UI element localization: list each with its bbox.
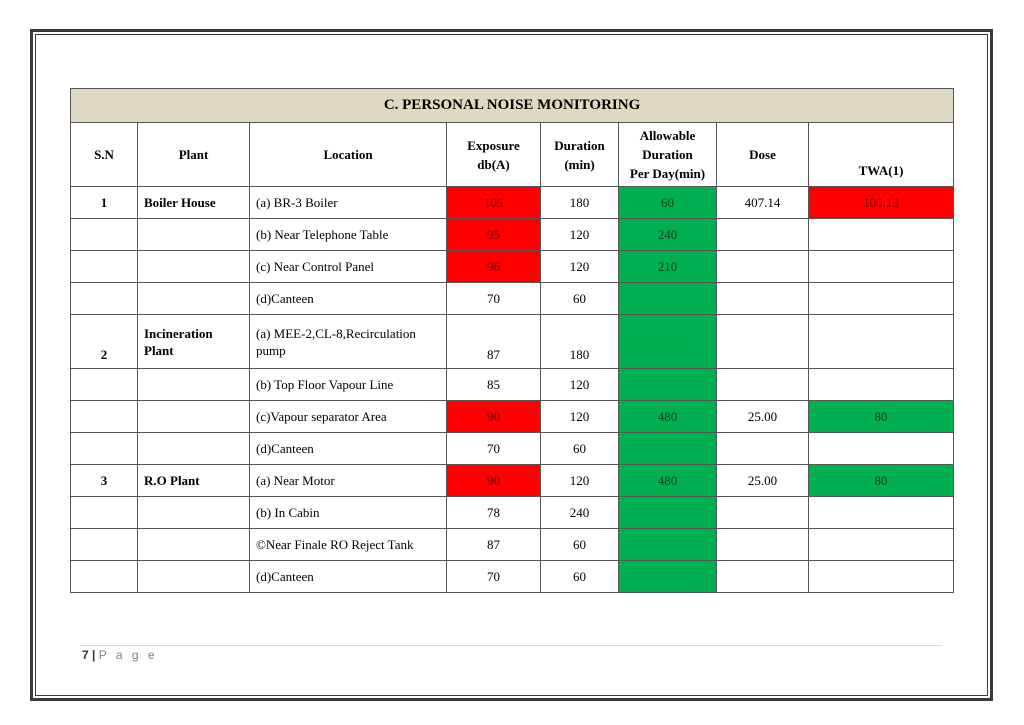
cell-sn xyxy=(71,283,138,315)
header-exposure xyxy=(447,123,541,187)
table-title-row xyxy=(71,89,954,123)
cell-plant xyxy=(138,433,250,465)
cell-dose xyxy=(717,315,809,369)
cell-duration: 120 xyxy=(541,251,619,283)
cell-twa: 80 xyxy=(809,465,954,497)
cell-dose xyxy=(717,497,809,529)
cell-plant xyxy=(138,561,250,593)
table-header-row xyxy=(71,123,954,187)
header-duration xyxy=(541,123,619,187)
cell-location: (a) MEE-2,CL-8,Recirculation pump xyxy=(250,315,447,369)
table-title: C. PERSONAL NOISE MONITORING xyxy=(71,89,954,123)
cell-sn: 3 xyxy=(71,465,138,497)
cell-plant: Incineration Plant xyxy=(138,315,250,369)
cell-exposure: 95 xyxy=(447,219,541,251)
cell-location: (d)Canteen xyxy=(250,283,447,315)
cell-twa xyxy=(809,369,954,401)
cell-location: ©Near Finale RO Reject Tank xyxy=(250,529,447,561)
header-allowable-line2: Duration xyxy=(642,147,693,162)
page-label: P a g e xyxy=(98,648,158,662)
cell-twa xyxy=(809,251,954,283)
cell-sn xyxy=(71,401,138,433)
table-row xyxy=(71,219,954,251)
cell-twa: 100.13 xyxy=(809,187,954,219)
table-row xyxy=(71,401,954,433)
cell-location: (d)Canteen xyxy=(250,433,447,465)
cell-location: (b) In Cabin xyxy=(250,497,447,529)
table-row xyxy=(71,497,954,529)
cell-dose xyxy=(717,433,809,465)
cell-location: (a) BR-3 Boiler xyxy=(250,187,447,219)
cell-duration: 240 xyxy=(541,497,619,529)
cell-plant xyxy=(138,497,250,529)
cell-dose xyxy=(717,283,809,315)
cell-dose xyxy=(717,561,809,593)
cell-allowable xyxy=(619,497,717,529)
cell-plant xyxy=(138,219,250,251)
cell-sn xyxy=(71,369,138,401)
cell-sn xyxy=(71,219,138,251)
cell-twa xyxy=(809,529,954,561)
cell-twa xyxy=(809,315,954,369)
cell-duration: 120 xyxy=(541,401,619,433)
table-row xyxy=(71,187,954,219)
cell-allowable xyxy=(619,369,717,401)
cell-duration: 60 xyxy=(541,529,619,561)
cell-duration: 120 xyxy=(541,219,619,251)
cell-duration: 180 xyxy=(541,315,619,369)
cell-twa xyxy=(809,283,954,315)
cell-location: (a) Near Motor xyxy=(250,465,447,497)
header-exposure-line2: db(A) xyxy=(477,156,510,172)
cell-twa: 80 xyxy=(809,401,954,433)
table-row xyxy=(71,251,954,283)
cell-exposure: 70 xyxy=(447,283,541,315)
table-row xyxy=(71,369,954,401)
cell-allowable: 480 xyxy=(619,465,717,497)
cell-sn xyxy=(71,529,138,561)
cell-exposure: 90 xyxy=(447,465,541,497)
header-sn: S.N xyxy=(71,123,138,187)
table-row xyxy=(71,465,954,497)
cell-sn: 2 xyxy=(71,315,138,369)
cell-dose: 407.14 xyxy=(717,187,809,219)
cell-sn: 1 xyxy=(71,187,138,219)
cell-allowable: 60 xyxy=(619,187,717,219)
cell-location: (b) Top Floor Vapour Line xyxy=(250,369,447,401)
table-row xyxy=(71,561,954,593)
page-separator: | xyxy=(92,648,96,662)
table-row xyxy=(71,529,954,561)
page-number: 7 xyxy=(82,648,89,662)
noise-monitoring-table xyxy=(70,88,954,593)
table-row xyxy=(71,433,954,465)
cell-exposure: 70 xyxy=(447,433,541,465)
cell-exposure: 105 xyxy=(447,187,541,219)
cell-dose xyxy=(717,219,809,251)
table-row xyxy=(71,315,954,369)
cell-allowable: 240 xyxy=(619,219,717,251)
cell-location: (d)Canteen xyxy=(250,561,447,593)
table-row xyxy=(71,283,954,315)
cell-exposure: 85 xyxy=(447,369,541,401)
cell-exposure: 87 xyxy=(447,529,541,561)
cell-allowable xyxy=(619,433,717,465)
cell-location: (c)Vapour separator Area xyxy=(250,401,447,433)
cell-dose xyxy=(717,369,809,401)
cell-dose xyxy=(717,251,809,283)
cell-allowable: 210 xyxy=(619,251,717,283)
header-plant: Plant xyxy=(138,123,250,187)
cell-twa xyxy=(809,219,954,251)
cell-allowable xyxy=(619,561,717,593)
cell-twa xyxy=(809,497,954,529)
header-exposure-line1: Exposure xyxy=(467,137,520,153)
cell-sn xyxy=(71,497,138,529)
cell-allowable: 480 xyxy=(619,401,717,433)
cell-allowable xyxy=(619,283,717,315)
cell-exposure: 87 xyxy=(447,315,541,369)
cell-exposure: 96 xyxy=(447,251,541,283)
cell-dose xyxy=(717,529,809,561)
header-duration-line1: Duration xyxy=(554,137,605,153)
cell-location: (b) Near Telephone Table xyxy=(250,219,447,251)
cell-plant xyxy=(138,401,250,433)
header-duration-line2: (min) xyxy=(564,156,595,172)
cell-sn xyxy=(71,561,138,593)
cell-duration: 120 xyxy=(541,465,619,497)
cell-duration: 60 xyxy=(541,433,619,465)
cell-location: (c) Near Control Panel xyxy=(250,251,447,283)
cell-sn xyxy=(71,433,138,465)
cell-plant xyxy=(138,529,250,561)
cell-allowable xyxy=(619,529,717,561)
cell-exposure: 70 xyxy=(447,561,541,593)
cell-plant: R.O Plant xyxy=(138,465,250,497)
footer-divider xyxy=(80,645,942,646)
cell-plant: Boiler House xyxy=(138,187,250,219)
cell-dose: 25.00 xyxy=(717,401,809,433)
header-twa: TWA(1) xyxy=(809,123,954,187)
header-location: Location xyxy=(250,123,447,187)
header-allowable xyxy=(619,123,717,187)
page-footer xyxy=(82,648,158,662)
cell-duration: 180 xyxy=(541,187,619,219)
cell-dose: 25.00 xyxy=(717,465,809,497)
cell-twa xyxy=(809,561,954,593)
cell-duration: 120 xyxy=(541,369,619,401)
header-dose: Dose xyxy=(717,123,809,187)
cell-plant xyxy=(138,251,250,283)
header-allowable-line1: Allowable xyxy=(639,128,696,143)
cell-allowable xyxy=(619,315,717,369)
cell-duration: 60 xyxy=(541,283,619,315)
cell-exposure: 78 xyxy=(447,497,541,529)
cell-plant xyxy=(138,283,250,315)
header-allowable-line3: Per Day(min) xyxy=(629,166,706,181)
cell-sn xyxy=(71,251,138,283)
cell-exposure: 90 xyxy=(447,401,541,433)
cell-plant xyxy=(138,369,250,401)
cell-twa xyxy=(809,433,954,465)
cell-duration: 60 xyxy=(541,561,619,593)
